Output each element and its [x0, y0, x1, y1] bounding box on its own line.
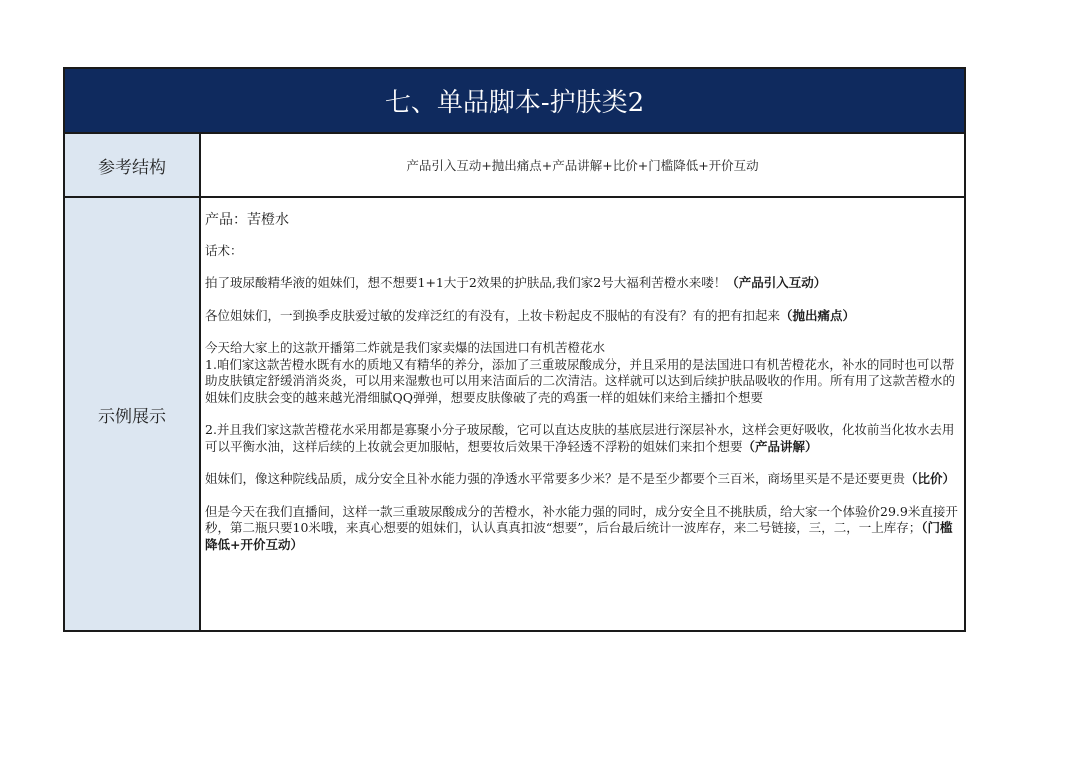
- structure-value: 产品引入互动+抛出痛点+产品讲解+比价+门槛降低+开价互动: [406, 158, 759, 173]
- paragraph-text: 2.并且我们家这款苦橙花水采用都是寡聚小分子玻尿酸，它可以直达皮肤的基底层进行深层补水，这样会更好吸收，化妆前当化妆水去用可以平衡水油，这样后续的上妆就会更加服帖，想要妆后效果干净轻透不浮粉的姐妹们来扣个想要: [205, 422, 955, 454]
- paragraph-offer: [205, 504, 960, 554]
- stage-tag: （产品讲解）: [742, 438, 818, 454]
- stage-tag: （产品引入互动）: [726, 275, 827, 290]
- example-row: [65, 198, 964, 630]
- stage-tag: （比价）: [905, 471, 956, 486]
- paragraph-product-line: 今天给大家上的这款开播第二炸就是我们家卖爆的法国进口有机苦橙花水: [205, 340, 606, 355]
- paragraph-price-compare: [205, 471, 960, 488]
- stage-tag: （门槛降低+开价互动）: [205, 520, 953, 552]
- stage-tag: （抛出痛点）: [780, 307, 856, 323]
- sheet-title: 七、单品脚本-护肤类2: [65, 69, 964, 134]
- script-label: 话术：: [205, 242, 243, 258]
- structure-label: 参考结构: [65, 134, 201, 196]
- product-line: 产品：苦橙水: [205, 212, 289, 228]
- script-sheet: [63, 67, 966, 632]
- paragraph-text: 拍了玻尿酸精华液的姐妹们，想不想要1+1大于2效果的护肤品,我们家2号大福利苦橙水来喽！: [205, 275, 727, 290]
- structure-row: [65, 134, 964, 198]
- paragraph-explain-2: [205, 422, 960, 455]
- paragraph-intro: [205, 275, 960, 292]
- example-content: [201, 198, 964, 630]
- paragraph-pain-point: [205, 308, 960, 325]
- paragraph-text: 姐妹们，像这种院线品质，成分安全且补水能力强的净透水平常要多少米？是不是至少都要个三百米，商场里买是不是还要更贵: [205, 471, 906, 486]
- paragraph-text: 各位姐妹们，一到换季皮肤爱过敏的发痒泛红的有没有，上妆卡粉起皮不服帖的有没有？有的把有扣起来: [205, 307, 781, 323]
- paragraph-text: 但是今天在我们直播间，这样一款三重玻尿酸成分的苦橙水，补水能力强的同时，成分安全且不挑肤质，给大家一个体验价29.9米直接开秒，第二瓶只要10米哦，来真心想要的姐妹们，认认真真扣波“想要”，后台最后统计一波库存，来二号链接，三，二，一上库存；: [205, 503, 958, 535]
- example-label: 示例展示: [65, 198, 201, 630]
- paragraph-explain-1: 1.咱们家这款苦橙水既有水的质地又有精华的养分，添加了三重玻尿酸成分，并且采用的是法国进口有机苦橙花水，补水的同时也可以帮助皮肤镇定舒缓消消炎炎，可以用来湿敷也可以用来洁面后的二次清洁。这样就可以达到后续护肤品吸收的作用。所有用了这款苦橙水的姐妹们皮肤会变的越来越光滑细腻QQ弹弹，想要皮肤像破了壳的鸡蛋一样的姐妹们来给主播扣个想要: [205, 356, 956, 405]
